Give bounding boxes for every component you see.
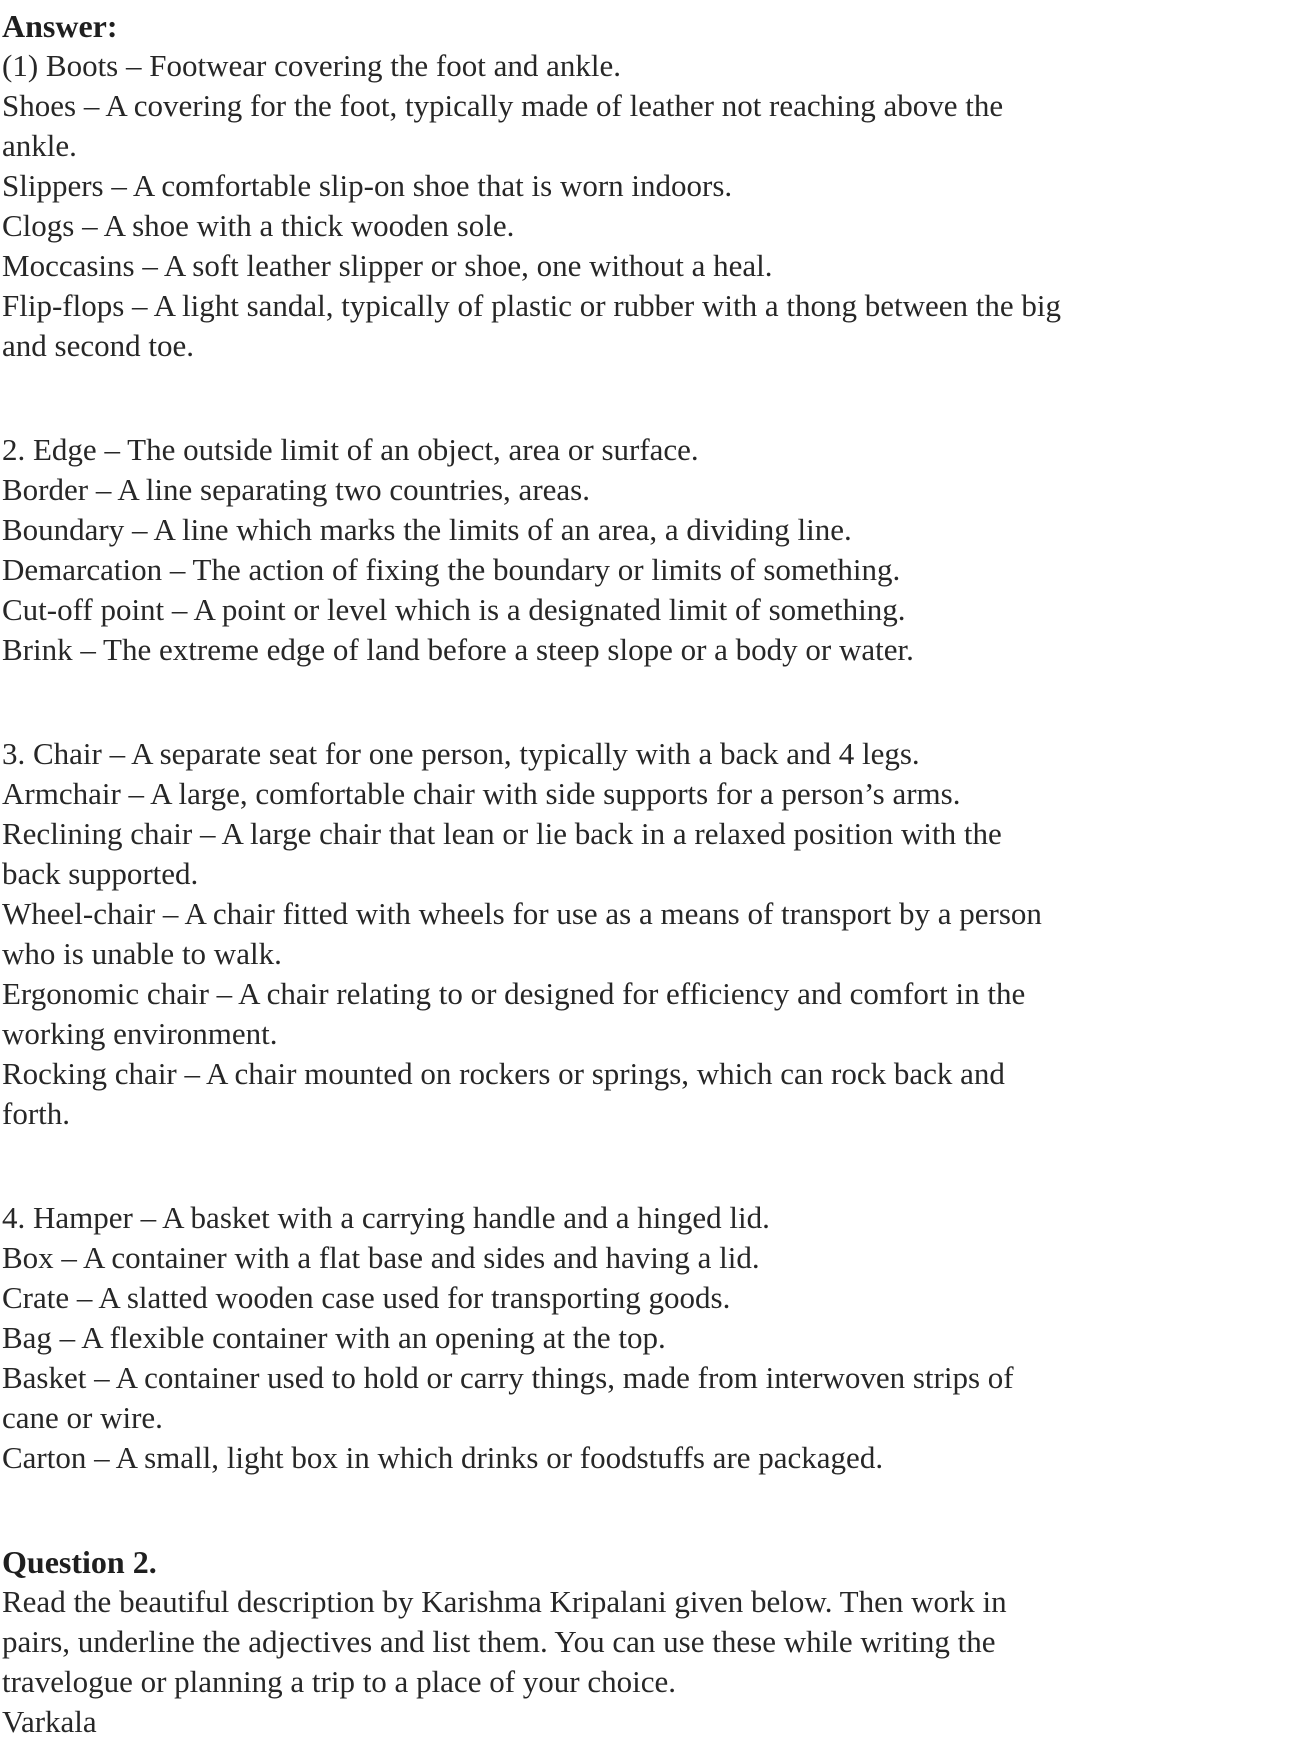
text-line: 4. Hamper – A basket with a carrying handle and a hinged lid. — [2, 1200, 770, 1235]
text-line: Ergonomic chair – A chair relating to or designed for efficiency and comfort in the — [2, 976, 1026, 1011]
text-line: Bag – A flexible container with an opening at the top. — [2, 1320, 666, 1355]
text-line: and second toe. — [2, 328, 194, 363]
question-heading: Question 2. — [2, 1544, 157, 1580]
text-line: working environment. — [2, 1016, 278, 1051]
text-line: Rocking chair – A chair mounted on rockers or springs, which can rock back and — [2, 1056, 1005, 1091]
definitions-group-container — [2, 1198, 1295, 1478]
text-line: Boundary – A line which marks the limits of an area, a dividing line. — [2, 512, 852, 547]
text-line: Read the beautiful description by Karishma Kripalani given below. Then work in — [2, 1584, 1007, 1619]
text-line: Cut-off point – A point or level which is a designated limit of something. — [2, 592, 906, 627]
text-line: travelogue or planning a trip to a place of your choice. — [2, 1664, 676, 1699]
text-line: Demarcation – The action of fixing the boundary or limits of something. — [2, 552, 901, 587]
definitions-group-chair — [2, 734, 1295, 1134]
text-line: Wheel-chair – A chair fitted with wheels for use as a means of transport by a person — [2, 896, 1042, 931]
text-line: Basket – A container used to hold or carry things, made from interwoven strips of — [2, 1360, 1014, 1395]
text-line: cane or wire. — [2, 1400, 163, 1435]
text-line: pairs, underline the adjectives and list them. You can use these while writing the — [2, 1624, 996, 1659]
text-line: Clogs – A shoe with a thick wooden sole. — [2, 208, 515, 243]
text-line: Armchair – A large, comfortable chair with side supports for a person’s arms. — [2, 776, 961, 811]
text-line: Carton – A small, light box in which drinks or foodstuffs are packaged. — [2, 1440, 884, 1475]
definitions-group-footwear — [2, 46, 1295, 366]
text-line: back supported. — [2, 856, 199, 891]
text-line: Reclining chair – A large chair that lean or lie back in a relaxed position with the — [2, 816, 1002, 851]
text-line: who is unable to walk. — [2, 936, 282, 971]
definitions-group-edge — [2, 430, 1295, 670]
answer-heading: Answer: — [2, 8, 118, 44]
text-line: 3. Chair – A separate seat for one person, typically with a back and 4 legs. — [2, 736, 920, 771]
text-line: Brink – The extreme edge of land before a steep slope or a body or water. — [2, 632, 914, 667]
text-line: Shoes – A covering for the foot, typically made of leather not reaching above the — [2, 88, 1004, 123]
text-line: Moccasins – A soft leather slipper or shoe, one without a heal. — [2, 248, 773, 283]
text-line: 2. Edge – The outside limit of an object, area or surface. — [2, 432, 699, 467]
text-line: ankle. — [2, 128, 77, 163]
text-line: Border – A line separating two countries, areas. — [2, 472, 590, 507]
text-line: Slippers – A comfortable slip-on shoe that is worn indoors. — [2, 168, 733, 203]
document-page — [2, 6, 1295, 1742]
place-name: Varkala — [2, 1704, 97, 1739]
text-line: Box – A container with a flat base and sides and having a lid. — [2, 1240, 760, 1275]
question-text — [2, 1582, 1295, 1702]
text-line: Crate – A slatted wooden case used for transporting goods. — [2, 1280, 731, 1315]
text-line: forth. — [2, 1096, 71, 1131]
text-line: Flip-flops – A light sandal, typically of plastic or rubber with a thong between the big — [2, 288, 1061, 323]
text-line: (1) Boots – Footwear covering the foot and ankle. — [2, 48, 621, 83]
